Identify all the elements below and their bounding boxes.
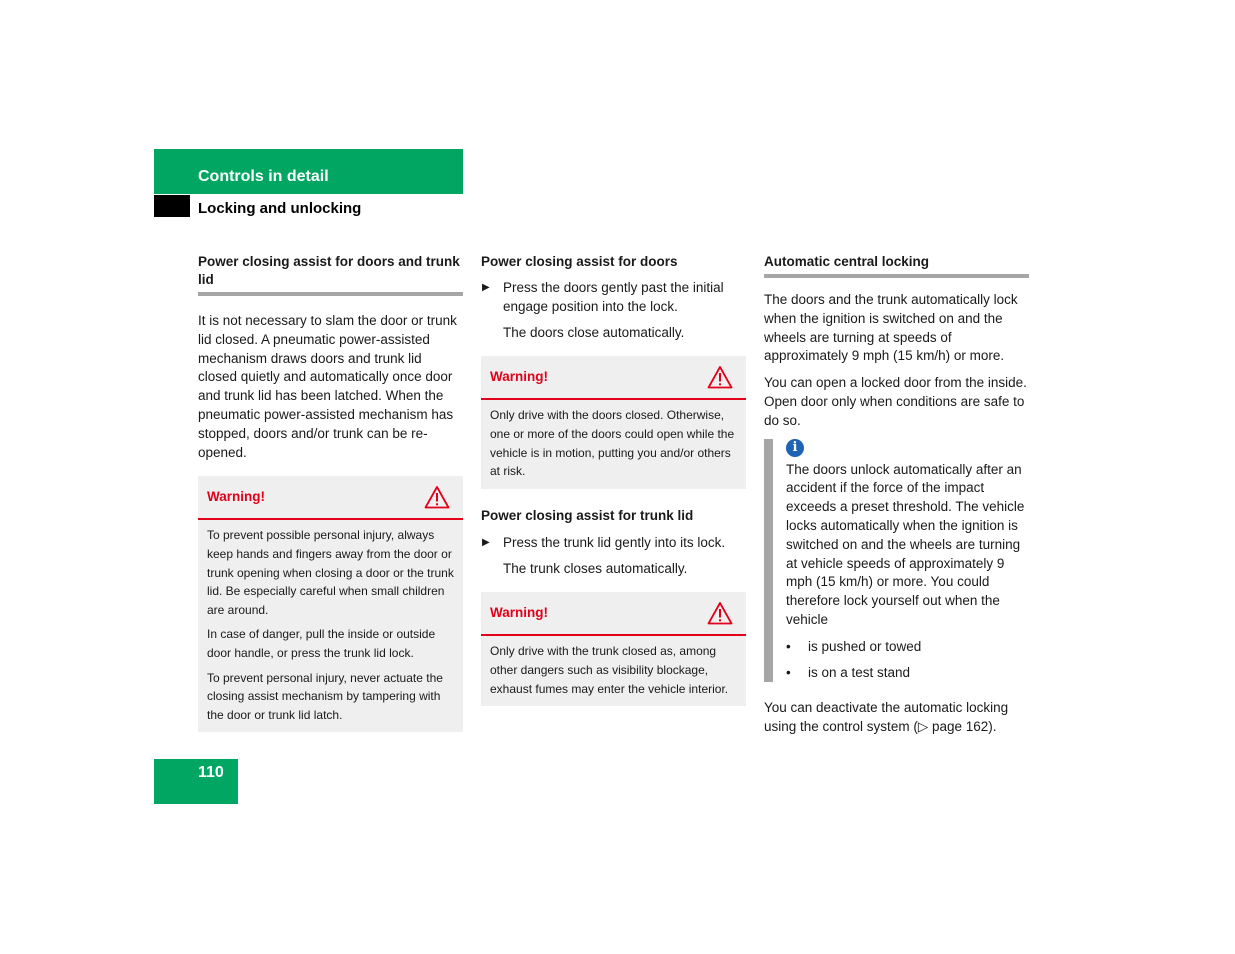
list-item-text: is on a test stand	[808, 664, 911, 680]
column-middle	[481, 253, 746, 706]
warning-body	[198, 520, 463, 732]
warning-paragraph: To prevent possible personal injury, always keep hands and fingers away from the door or trunk opening when closing a door or the trunk lid. Be especially careful when small children are around.	[207, 528, 454, 617]
warning-title: Warning!	[490, 369, 548, 385]
bullet-dot-icon: •	[786, 638, 791, 654]
step-doors-text: Press the doors gently past the initial engage position into the lock.	[503, 280, 724, 314]
intro-paragraph: It is not necessary to slam the door or trunk lid closed. A pneumatic power-assisted mechanism draws doors and trunk lid closed quietly and automatically once door and trunk lid has been latched. When the pneumatic power-assisted mechanism has stopped, doors and/or trunk can be re-opened.	[198, 313, 457, 460]
warning-box-trunk	[481, 592, 746, 706]
heading-power-closing-assist: Power closing assist for doors and trunk lid	[198, 253, 463, 296]
warning-body	[481, 636, 746, 706]
paragraph-open-inside: You can open a locked door from the inside. Open door only when conditions are safe to do so.	[764, 375, 1027, 428]
result-trunk: The trunk closes automatically.	[503, 560, 688, 576]
step-trunk	[481, 534, 746, 553]
section-marker	[154, 195, 190, 217]
info-bar	[764, 439, 773, 683]
step-trunk-text: Press the trunk lid gently into its lock.	[503, 534, 726, 550]
step-arrow-icon: ▶	[482, 536, 490, 548]
page-number: 110	[198, 764, 224, 781]
warning-box-general	[198, 476, 463, 732]
list-item	[786, 664, 1029, 683]
warning-paragraph: Only drive with the trunk closed as, among other dangers such as visibility blockage, exhaust fumes may enter the vehicle interior.	[490, 644, 729, 696]
warning-paragraph: In case of danger, pull the inside or outside door handle, or press the trunk lid lock.	[207, 627, 436, 660]
warning-paragraph: Only drive with the doors closed. Otherwise, one or more of the doors could open while the vehicle is in motion, putting you and/or others at risk.	[490, 408, 735, 479]
warning-header	[481, 592, 746, 636]
list-item	[786, 638, 1029, 657]
step-arrow-icon: ▶	[482, 282, 490, 293]
warning-triangle-icon	[707, 365, 733, 389]
paragraph-deactivate: You can deactivate the automatic locking using the control system (▷ page 162).	[764, 700, 1009, 735]
warning-title: Warning!	[207, 489, 265, 505]
result-doors: The doors close automatically.	[503, 324, 685, 340]
list-item-text: is pushed or towed	[808, 638, 922, 654]
warning-body	[481, 400, 746, 488]
warning-box-doors	[481, 356, 746, 488]
heading-trunk: Power closing assist for trunk lid	[481, 507, 694, 523]
heading-automatic-central-locking: Automatic central locking	[764, 253, 1029, 278]
warning-triangle-icon	[424, 485, 450, 509]
paragraph-auto-lock: The doors and the trunk automatically lock when the ignition is switched on and the wheels are turning at speeds of approximately 9 mph (15 km/h) or more.	[764, 292, 1018, 364]
column-left	[198, 253, 463, 732]
step-doors	[481, 279, 746, 317]
warning-title: Warning!	[490, 605, 548, 621]
warning-triangle-icon	[707, 601, 733, 625]
info-icon: i	[786, 439, 804, 457]
info-text: The doors unlock automatically after an accident if the force of the impact exceeds a preset threshold. The vehicle locks automatically when the ignition is switched on and the wheels are turning at vehicle speeds of approximately 9 mph (15 km/h) or more. You could therefore lock yourself out when the vehicle	[786, 461, 1025, 627]
bullet-dot-icon: •	[786, 664, 791, 680]
warning-header	[481, 356, 746, 400]
heading-doors: Power closing assist for doors	[481, 254, 678, 269]
column-right	[764, 253, 1029, 737]
warning-header	[198, 476, 463, 520]
info-box	[764, 439, 1029, 683]
warning-paragraph: To prevent personal injury, never actuate the closing assist mechanism by tampering with the door or trunk lid latch.	[207, 670, 443, 722]
page-number-box	[154, 759, 238, 804]
chapter-title: Controls in detail	[198, 168, 329, 185]
section-title: Locking and unlocking	[198, 200, 362, 217]
